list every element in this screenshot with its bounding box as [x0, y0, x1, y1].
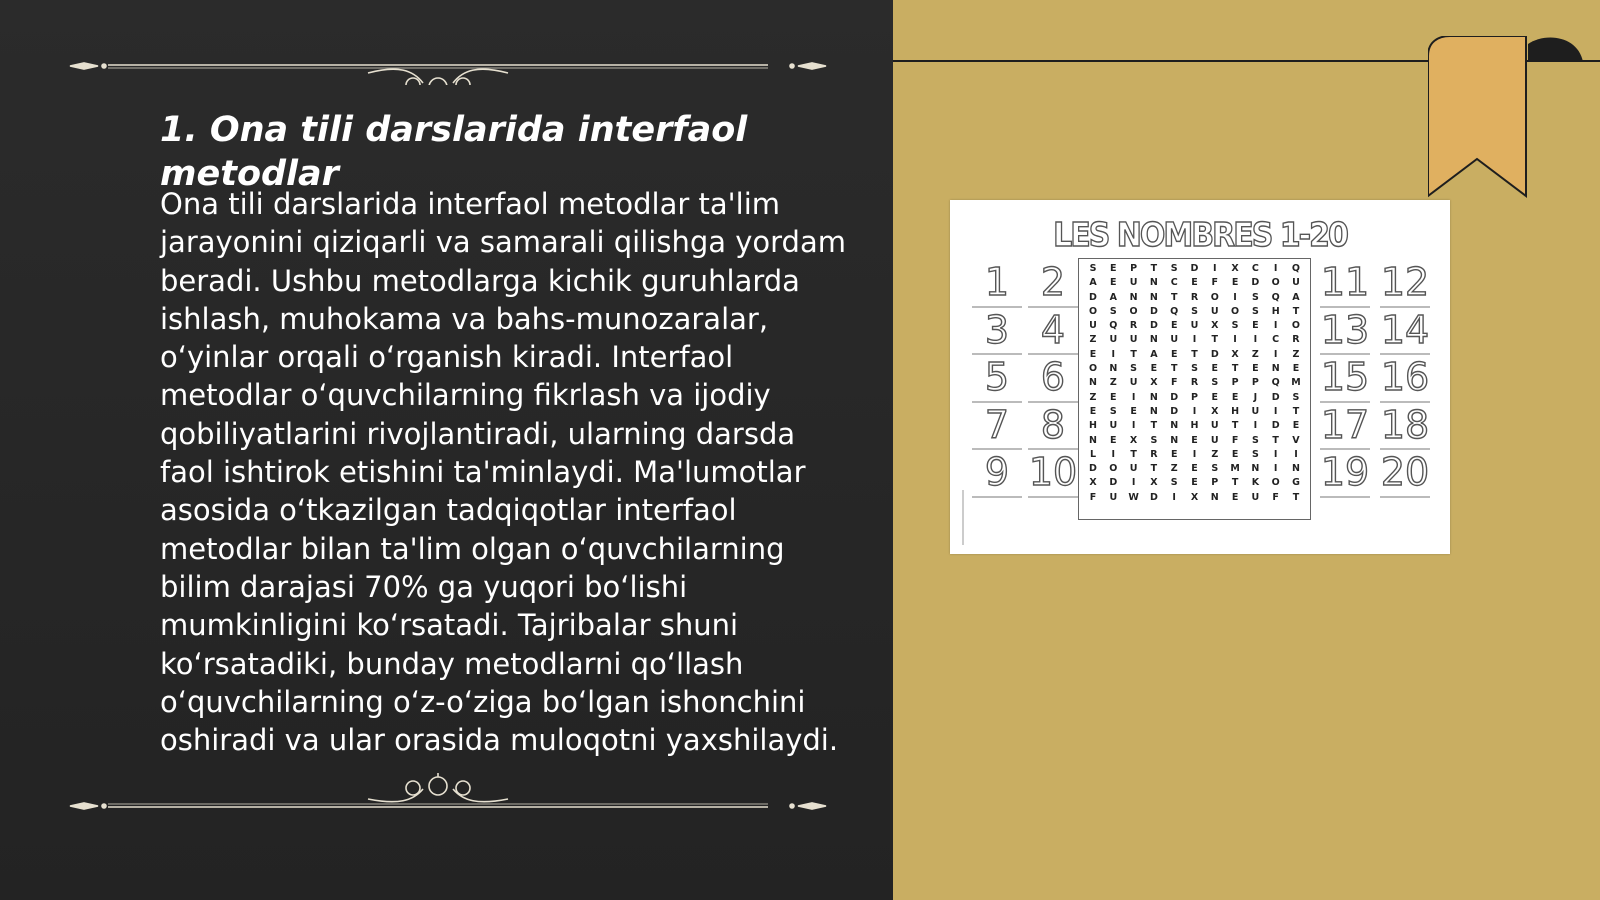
grid-letter: U — [1109, 420, 1118, 432]
grid-letter: D — [1271, 391, 1280, 403]
grid-letter: O — [1210, 291, 1219, 303]
grid-letter: S — [1251, 448, 1259, 460]
grid-letter: T — [1231, 363, 1239, 375]
grid-letter: S — [1251, 291, 1259, 303]
number-column-right-2 — [1380, 260, 1430, 498]
grid-letter: X — [1129, 434, 1138, 446]
grid-letter: U — [1210, 434, 1219, 446]
grid-letter: V — [1292, 434, 1300, 446]
grid-letter: P — [1251, 377, 1259, 389]
grid-letter: D — [1089, 291, 1097, 303]
grid-letter: U — [1129, 463, 1138, 475]
worksheet-number: 5 — [972, 355, 1022, 403]
grid-letter: S — [1211, 377, 1219, 389]
grid-row — [1084, 319, 1305, 333]
grid-letter: T — [1292, 491, 1300, 503]
grid-letter: T — [1150, 420, 1158, 432]
grid-letter: I — [1233, 291, 1237, 303]
grid-letter: N — [1089, 434, 1097, 446]
grid-letter: P — [1191, 391, 1198, 403]
grid-row — [1084, 405, 1305, 419]
grid-letter: D — [1170, 391, 1179, 403]
grid-row — [1084, 491, 1305, 505]
grid-letter: Q — [1109, 320, 1118, 332]
worksheet-number: 13 — [1320, 308, 1370, 356]
grid-letter: T — [1292, 405, 1300, 417]
grid-letter: U — [1129, 334, 1138, 346]
grid-letter: N — [1149, 405, 1158, 417]
grid-letter: I — [1192, 334, 1197, 346]
grid-letter: I — [1273, 448, 1278, 460]
grid-letter: O — [1088, 363, 1098, 375]
grid-letter: O — [1271, 477, 1280, 489]
grid-letter: D — [1190, 263, 1199, 274]
grid-letter: C — [1251, 263, 1259, 274]
grid-letter: E — [1191, 434, 1198, 446]
grid-letter: H — [1231, 405, 1240, 417]
grid-letter: I — [1111, 348, 1116, 360]
grid-letter: E — [1292, 363, 1300, 375]
grid-letter: E — [1231, 277, 1239, 289]
grid-letter: T — [1292, 305, 1300, 317]
grid-letter: I — [1111, 448, 1116, 460]
grid-letter: T — [1191, 348, 1198, 360]
number-column-left-1 — [972, 260, 1022, 498]
grid-letter: R — [1129, 320, 1138, 332]
grid-letter: C — [1170, 277, 1178, 289]
grid-letter: T — [1150, 463, 1158, 475]
grid-row — [1084, 476, 1305, 490]
worksheet-number: 9 — [972, 450, 1022, 498]
ornament-bottom-divider — [68, 773, 828, 813]
grid-row — [1084, 276, 1305, 290]
worksheet-number: 3 — [972, 308, 1022, 356]
grid-letter: Q — [1271, 377, 1280, 389]
bookmark-ribbon — [1428, 36, 1588, 201]
worksheet-number: 19 — [1320, 450, 1370, 498]
grid-row — [1084, 362, 1305, 376]
grid-letter: E — [1089, 405, 1097, 417]
grid-letter: N — [1291, 463, 1300, 475]
grid-letter: J — [1253, 391, 1258, 403]
grid-row — [1084, 448, 1305, 462]
grid-letter: U — [1089, 320, 1097, 332]
worksheet-number: 2 — [1028, 260, 1078, 308]
ornament-top-divider — [68, 45, 828, 85]
grid-letter: F — [1089, 491, 1097, 503]
grid-letter: E — [1191, 463, 1198, 475]
grid-letter: N — [1251, 463, 1260, 475]
grid-letter: T — [1211, 334, 1219, 346]
grid-row — [1084, 419, 1305, 433]
grid-letter: T — [1170, 363, 1178, 375]
grid-letter: S — [1109, 305, 1117, 317]
worksheet-number: 15 — [1320, 355, 1370, 403]
grid-letter: S — [1150, 434, 1158, 446]
grid-letter: E — [1130, 405, 1137, 417]
grid-letter: U — [1129, 377, 1138, 389]
grid-letter: P — [1130, 263, 1138, 274]
grid-letter: C — [1272, 334, 1280, 346]
grid-letter: H — [1271, 305, 1280, 317]
grid-letter: X — [1190, 491, 1199, 503]
grid-letter: N — [1109, 363, 1118, 375]
grid-letter: M — [1291, 377, 1301, 389]
grid-letter: E — [1252, 363, 1259, 375]
grid-letter: I — [1273, 405, 1278, 417]
grid-letter: E — [1170, 320, 1178, 332]
grid-letter: Z — [1089, 334, 1097, 346]
grid-letter: D — [1109, 477, 1118, 489]
grid-letter: I — [1273, 263, 1278, 274]
worksheet-number: 8 — [1028, 403, 1078, 451]
grid-letter: E — [1231, 448, 1239, 460]
grid-letter: I — [1213, 263, 1217, 274]
grid-letter: U — [1170, 334, 1179, 346]
grid-row — [1084, 462, 1305, 476]
grid-row — [1084, 391, 1305, 405]
worksheet-number: 1 — [972, 260, 1022, 308]
worksheet-number: 10 — [1028, 450, 1078, 498]
worksheet-title: LES NOMBRES 1-20 — [1053, 216, 1347, 255]
grid-letter: Z — [1089, 391, 1097, 403]
grid-letter: H — [1089, 420, 1097, 432]
grid-letter: P — [1211, 477, 1219, 489]
grid-letter: O — [1129, 305, 1138, 317]
grid-letter: R — [1150, 448, 1158, 460]
grid-letter: F — [1170, 377, 1178, 389]
grid-row — [1084, 434, 1305, 448]
grid-letter: E — [1110, 277, 1117, 289]
grid-letter: A — [1292, 291, 1300, 303]
grid-letter: N — [1129, 291, 1138, 303]
grid-letter: U — [1251, 405, 1260, 417]
grid-letter: T — [1272, 434, 1279, 446]
grid-letter: Z — [1109, 377, 1117, 389]
grid-letter: Z — [1251, 348, 1259, 360]
grid-row — [1084, 333, 1305, 347]
grid-letter: X — [1150, 377, 1158, 389]
grid-letter: T — [1130, 448, 1137, 460]
number-column-right-1 — [1320, 260, 1370, 498]
grid-letter: U — [1210, 305, 1219, 317]
grid-letter: U — [1292, 277, 1300, 289]
grid-letter: I — [1131, 391, 1136, 403]
grid-letter: A — [1150, 348, 1158, 360]
worksheet-number: 12 — [1380, 260, 1430, 308]
grid-letter: I — [1131, 420, 1136, 432]
grid-letter: F — [1231, 434, 1239, 446]
grid-letter: S — [1231, 320, 1239, 332]
grid-letter: S — [1292, 391, 1300, 403]
grid-letter: Z — [1211, 448, 1219, 460]
grid-letter: N — [1149, 291, 1158, 303]
grid-letter: N — [1089, 377, 1097, 389]
grid-letter: X — [1211, 320, 1219, 332]
grid-letter: S — [1191, 305, 1198, 317]
grid-letter: A — [1109, 291, 1117, 303]
grid-letter: X — [1089, 477, 1097, 489]
grid-letter: U — [1210, 420, 1219, 432]
grid-row — [1084, 305, 1305, 319]
slide-title: 1. Ona tili darslarida interfaol metodlar — [160, 110, 748, 194]
grid-letter: I — [1131, 477, 1136, 489]
grid-letter: D — [1149, 320, 1158, 332]
grid-letter: S — [1170, 477, 1178, 489]
grid-letter: E — [1191, 477, 1198, 489]
grid-letter: R — [1292, 334, 1300, 346]
worksheet-number: 20 — [1380, 450, 1430, 498]
grid-letter: S — [1170, 263, 1178, 274]
worksheet-number: 6 — [1028, 355, 1078, 403]
grid-letter: R — [1190, 291, 1199, 303]
grid-letter: R — [1190, 377, 1199, 389]
grid-letter: E — [1170, 348, 1178, 360]
grid-letter: T — [1231, 477, 1239, 489]
grid-letter: I — [1273, 320, 1278, 332]
grid-letter: N — [1149, 334, 1158, 346]
grid-letter: U — [1190, 320, 1199, 332]
worksheet-number: 11 — [1320, 260, 1370, 308]
grid-letter: T — [1170, 291, 1178, 303]
grid-letter: E — [1191, 277, 1198, 289]
grid-letter: D — [1089, 463, 1097, 475]
worksheet-number: 7 — [972, 403, 1022, 451]
grid-letter: D — [1210, 348, 1219, 360]
grid-letter: X — [1231, 263, 1239, 274]
worksheet-number: 17 — [1320, 403, 1370, 451]
word-search-grid — [1078, 258, 1311, 520]
word-search-worksheet-image — [950, 200, 1450, 554]
grid-letter: F — [1211, 277, 1219, 289]
grid-letter: G — [1292, 477, 1300, 489]
grid-letter: I — [1294, 448, 1298, 460]
grid-letter: I — [1253, 334, 1258, 346]
grid-row — [1084, 348, 1305, 362]
grid-letter: O — [1231, 305, 1240, 317]
grid-letter: E — [1150, 363, 1158, 375]
grid-letter: K — [1251, 477, 1260, 489]
worksheet-number: 14 — [1380, 308, 1430, 356]
grid-letter: N — [1271, 363, 1280, 375]
grid-letter: T — [1130, 348, 1137, 360]
grid-letter: D — [1149, 305, 1158, 317]
grid-letter: D — [1271, 420, 1280, 432]
grid-letter: N — [1210, 491, 1219, 503]
grid-letter: E — [1231, 491, 1239, 503]
grid-letter: S — [1251, 305, 1259, 317]
grid-letter: I — [1233, 334, 1237, 346]
grid-letter: T — [1231, 420, 1239, 432]
grid-letter: S — [1109, 405, 1117, 417]
grid-letter: I — [1253, 420, 1258, 432]
grid-letter: X — [1211, 405, 1219, 417]
grid-letter: I — [1273, 463, 1278, 475]
grid-letter: O — [1271, 277, 1280, 289]
grid-letter: N — [1149, 277, 1158, 289]
grid-letter: S — [1130, 363, 1138, 375]
worksheet-number: 16 — [1380, 355, 1430, 403]
slide-body-text: Ona tili darslarida interfaol metodlar ta'lim jarayonini qiziqarli va samarali qilishga yordam beradi. Ushbu metodlarga kichik guruhlarda ishlash, muhokama va bahs-munozaralar, oʻyinlar orqali oʻrganish kiradi. Interfaol metodlar oʻquvchilarning fikrlash va ijodiy qobiliyatlarini rivojlantiradi, ularning darsda faol ishtirok etishini ta'minlaydi. Ma'lumotlar asosida oʻtkazilgan tadqiqotlar interfaol metodlar bilan ta'lim olgan oʻquvchilarning bilim darajasi 70% ga yuqori boʻlishi mumkinligini koʻrsatadi. Tajribalar shuni koʻrsatadiki, bunday metodlarni qoʻllash oʻquvchilarning oʻz-oʻziga boʻlgan ishonchini oshiradi va ular orasida muloqotni yaxshilaydi. — [160, 187, 846, 758]
grid-letter: M — [1230, 463, 1240, 475]
grid-letter: I — [1192, 405, 1197, 417]
grid-letter: D — [1251, 277, 1260, 289]
grid-letter: H — [1190, 420, 1199, 432]
grid-letter: E — [1231, 391, 1239, 403]
worksheet-number: 18 — [1380, 403, 1430, 451]
grid-letter: E — [1170, 448, 1178, 460]
grid-letter: E — [1252, 320, 1259, 332]
grid-letter: Z — [1170, 463, 1178, 475]
grid-letter: I — [1192, 448, 1197, 460]
grid-letter: E — [1292, 420, 1300, 432]
grid-letter: E — [1211, 391, 1219, 403]
grid-letter: O — [1088, 305, 1098, 317]
grid-letter: S — [1089, 263, 1097, 274]
grid-letter: W — [1128, 491, 1139, 503]
grid-letter: I — [1273, 348, 1278, 360]
grid-letter: O — [1109, 463, 1118, 475]
grid-letter: E — [1089, 348, 1097, 360]
grid-letter: X — [1231, 348, 1239, 360]
grid-letter: D — [1149, 491, 1158, 503]
grid-letter: E — [1110, 391, 1117, 403]
grid-row — [1084, 262, 1305, 276]
number-column-left-2 — [1028, 260, 1078, 498]
grid-letter: A — [1089, 277, 1097, 289]
grid-letter: X — [1150, 477, 1158, 489]
worksheet-number: 4 — [1028, 308, 1078, 356]
grid-letter: U — [1109, 491, 1118, 503]
grid-letter: E — [1211, 363, 1219, 375]
grid-letter: S — [1251, 434, 1259, 446]
grid-row — [1084, 291, 1305, 305]
grid-letter: N — [1170, 434, 1179, 446]
grid-letter: O — [1291, 320, 1300, 332]
grid-letter: P — [1231, 377, 1239, 389]
worksheet-margin-mark — [962, 490, 964, 545]
grid-letter: E — [1110, 434, 1117, 446]
grid-letter: L — [1089, 448, 1097, 460]
grid-letter: Q — [1291, 263, 1300, 274]
grid-letter: Z — [1292, 348, 1300, 360]
grid-letter: F — [1272, 491, 1279, 503]
grid-letter: T — [1150, 263, 1158, 274]
grid-letter: U — [1109, 334, 1118, 346]
grid-letter: D — [1170, 405, 1179, 417]
grid-letter: S — [1211, 463, 1219, 475]
grid-letter: N — [1170, 420, 1179, 432]
grid-letter: U — [1129, 277, 1138, 289]
grid-letter: Q — [1271, 291, 1280, 303]
grid-letter: N — [1149, 391, 1158, 403]
grid-letter: I — [1172, 491, 1176, 503]
grid-letter: U — [1251, 491, 1260, 503]
grid-row — [1084, 376, 1305, 390]
grid-letter: E — [1110, 263, 1117, 274]
grid-letter: S — [1191, 363, 1198, 375]
grid-letter: Q — [1170, 305, 1179, 317]
